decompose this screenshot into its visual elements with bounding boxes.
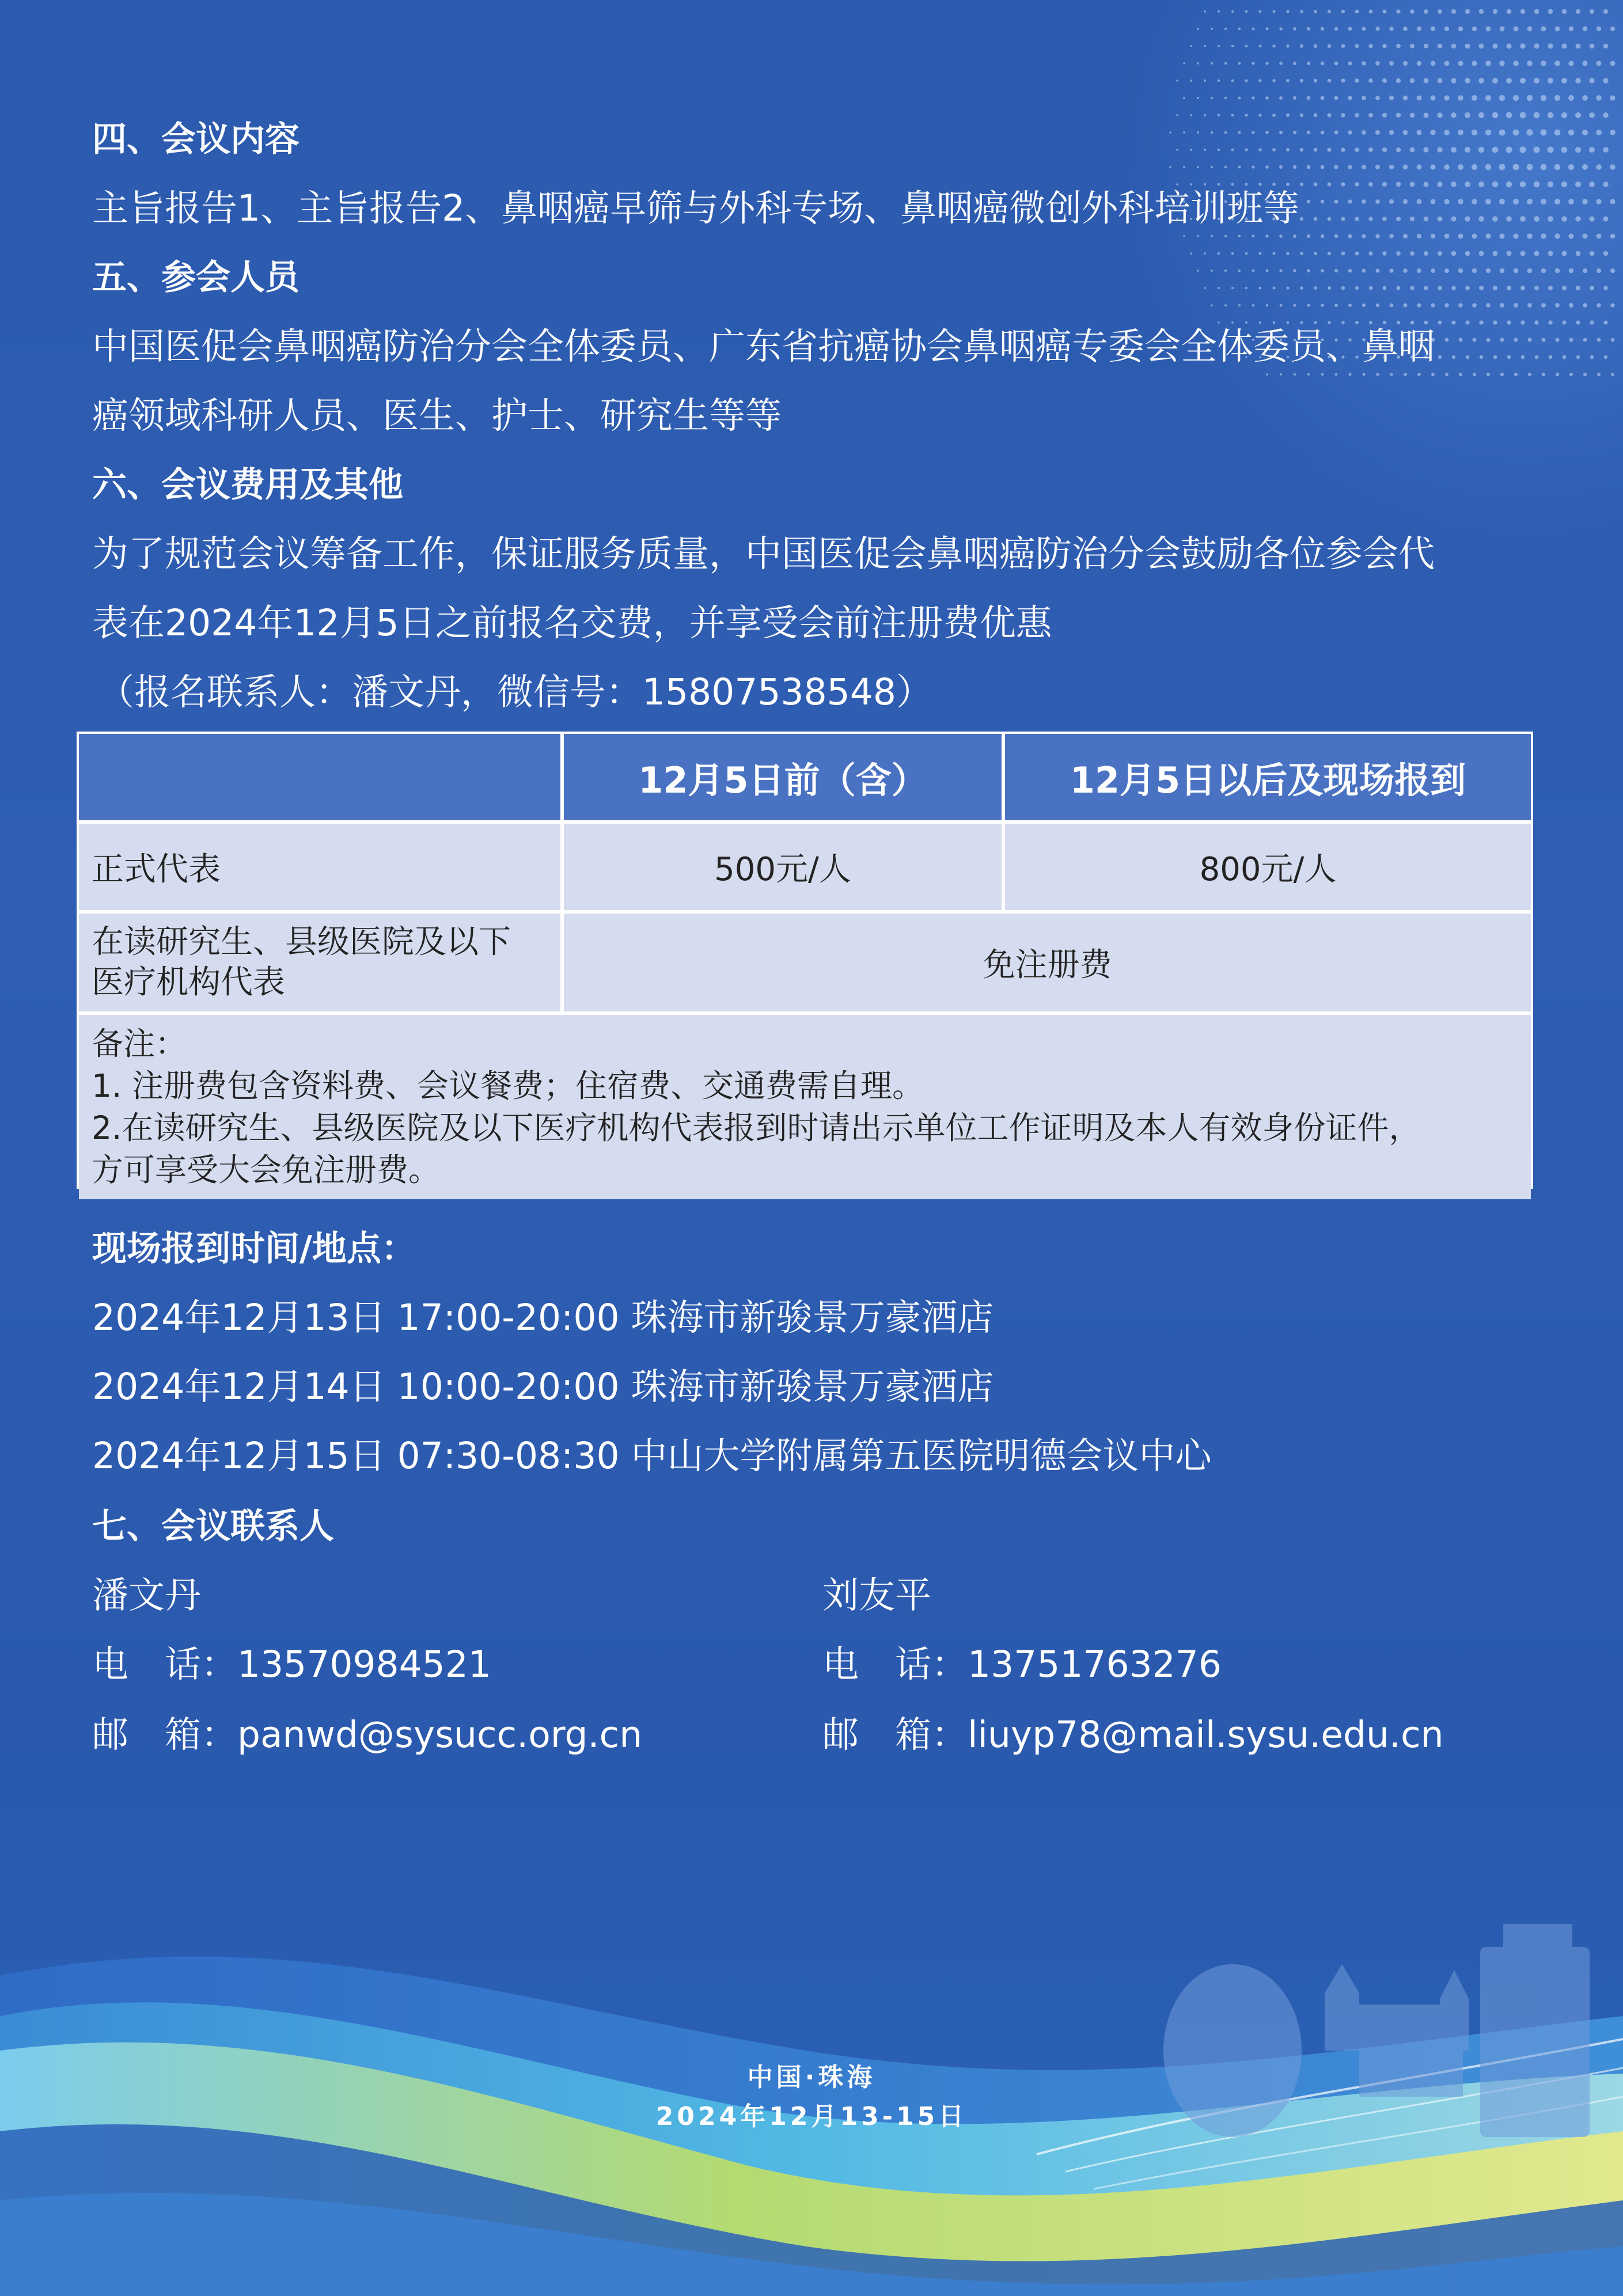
notes-line1: 1. 注册费包含资料费、会议餐费；住宿费、交通费需自理。 [92,1067,924,1104]
notes-line3: 方可享受大会免注册费。 [92,1151,441,1188]
section-5-body-line2: 癌领域科研人员、医生、护士、研究生等等 [92,395,782,437]
table-header-empty [79,734,560,820]
contact-1-phone: 电 话：13570984521 [92,1643,491,1685]
registration-contact-note: （报名联系人：潘文丹，微信号：15807538548） [98,671,932,713]
contact-2-email: 邮 箱：liuyp78@mail.sysu.edu.cn [822,1714,1444,1756]
table-header-early: 12月5日前（含） [564,734,1002,820]
table-notes [79,1015,1531,1199]
table-row-regular-label: 正式代表 [79,824,560,910]
section-6-body-line1: 为了规范会议筹备工作，保证服务质量，中国医促会鼻咽癌防治分会鼓励各位参会代 [92,533,1435,575]
section-6-body-line2: 表在2024年12月5日之前报名交费，并享受会前注册费优惠 [92,602,1052,644]
table-header-late: 12月5日以后及现场报到 [1005,734,1531,820]
table-row-regular-early: 500元/人 [564,824,1002,910]
contact-1-email: 邮 箱：panwd@sysucc.org.cn [92,1714,643,1756]
section-4-body: 主旨报告1、主旨报告2、鼻咽癌早筛与外科专场、鼻咽癌微创外科培训班等 [92,187,1300,229]
registration-item-3: 2024年12月15日 07:30-08:30 中山大学附属第五医院明德会议中心 [92,1435,1212,1477]
contact-1-name: 潘文丹 [92,1574,201,1616]
section-5-title: 五、参会人员 [92,257,299,298]
table-row-regular-late: 800元/人 [1005,824,1531,910]
registration-title: 现场报到时间/地点： [92,1229,416,1269]
table-row-student-label-line2: 医疗机构代表 [92,964,285,1001]
section-6-title: 六、会议费用及其他 [92,465,403,505]
footer-dates: 2024年12月13-15日 [655,2102,968,2131]
footer-location: 中国·珠海 [747,2063,876,2092]
notes-line2: 2.在读研究生、县级医院及以下医疗机构代表报到时请出示单位工作证明及本人有效身份证件， [92,1109,1421,1146]
table-row-student-label [79,914,560,1011]
section-4-title: 四、会议内容 [92,119,299,160]
contact-2-phone: 电 话：13751763276 [822,1643,1222,1685]
registration-item-1: 2024年12月13日 17:00-20:00 珠海市新骏景万豪酒店 [92,1297,994,1339]
table-row-student-label-line1: 在读研究生、县级医院及以下 [92,923,511,961]
fee-table [77,732,1533,1189]
contact-2-name: 刘友平 [822,1574,931,1616]
section-7-title: 七、会议联系人 [92,1506,334,1547]
table-row-student-value: 免注册费 [564,914,1531,1011]
notes-title: 备注： [92,1025,187,1062]
section-5-body-line1: 中国医促会鼻咽癌防治分会全体委员、广东省抗癌协会鼻咽癌专委会全体委员、鼻咽 [92,325,1435,367]
registration-item-2: 2024年12月14日 10:00-20:00 珠海市新骏景万豪酒店 [92,1366,994,1408]
